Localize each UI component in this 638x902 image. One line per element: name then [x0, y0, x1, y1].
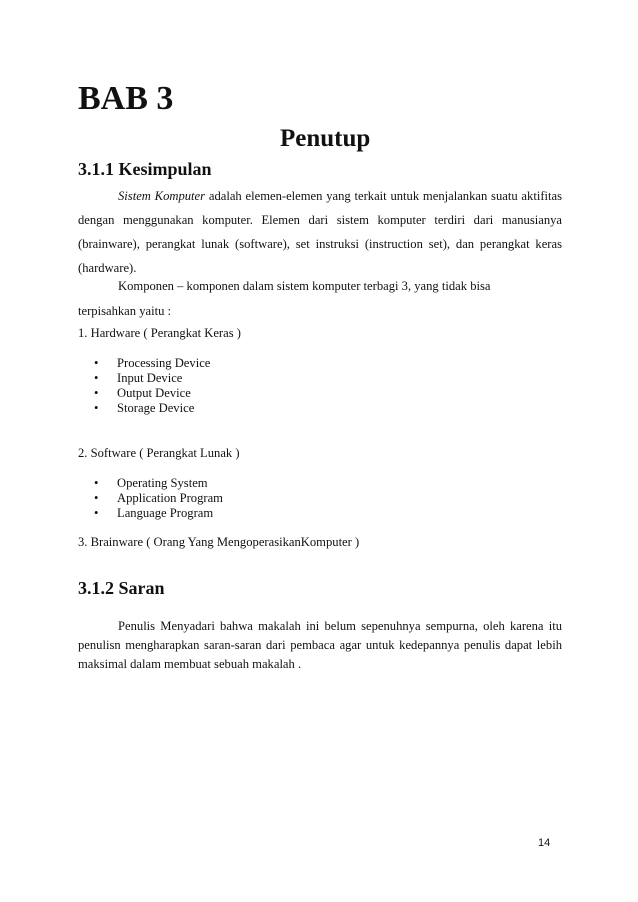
bullet-icon: • [94, 371, 99, 385]
paragraph-sistem-komputer [78, 184, 562, 280]
bullet-icon: • [94, 356, 99, 370]
list-item: • Input Device [94, 371, 183, 385]
list-software [78, 476, 223, 521]
bullet-icon: • [94, 401, 99, 415]
paragraph-saran [78, 617, 562, 674]
list-item: • Output Device [94, 386, 191, 400]
list-title-software: 2. Software ( Perangkat Lunak ) [78, 446, 240, 460]
bullet-icon: • [94, 386, 99, 400]
page-number: 14 [538, 837, 551, 849]
bullet-icon: • [94, 506, 99, 520]
paragraph-komponen-line2: terpisahkan yaitu : [78, 304, 172, 318]
section-heading-kesimpulan: 3.1.1 Kesimpulan [78, 159, 212, 179]
list-item: • Application Program [94, 491, 223, 505]
list-item: • Processing Device [94, 356, 211, 370]
list-hardware [78, 356, 210, 416]
paragraph-kesimpulan [78, 184, 562, 280]
bullet-icon: • [94, 476, 99, 490]
paragraph-text: adalah elemen-elemen yang terkait untuk menjalankan suatu aktifitas dengan menggunakan komputer. Elemen dari sistem komputer terdiri dari manusianya (brainware), perangkat lunak (software), set instruksi (instruction set), dan perangkat keras (hardware). [78, 189, 563, 275]
chapter-title: BAB 3 [78, 80, 174, 117]
section-heading-saran: 3.1.2 Saran [78, 578, 165, 598]
paragraph-saran-text: Penulis Menyadari bahwa makalah ini belum sepenuhnya sempurna, oleh karena itu penulisn mengharapkan saran-saran dari pembaca agar untuk kedepannya penulis dapat lebih maksimal dalam membuat sebuah makalah . [78, 619, 562, 671]
list-title-hardware: 1. Hardware ( Perangkat Keras ) [78, 326, 241, 340]
list-title-brainware: 3. Brainware ( Orang Yang MengoperasikanKomputer ) [78, 535, 360, 549]
list-item: • Operating System [94, 476, 208, 490]
bullet-icon: • [94, 491, 99, 505]
list-item: • Storage Device [94, 401, 195, 415]
paragraph-komponen-line1: Komponen – komponen dalam sistem komputer terbagi 3, yang tidak bisa [118, 279, 491, 293]
italic-term: Sistem Komputer [118, 189, 206, 203]
list-item: • Language Program [94, 506, 214, 520]
chapter-subtitle: Penutup [280, 125, 371, 152]
